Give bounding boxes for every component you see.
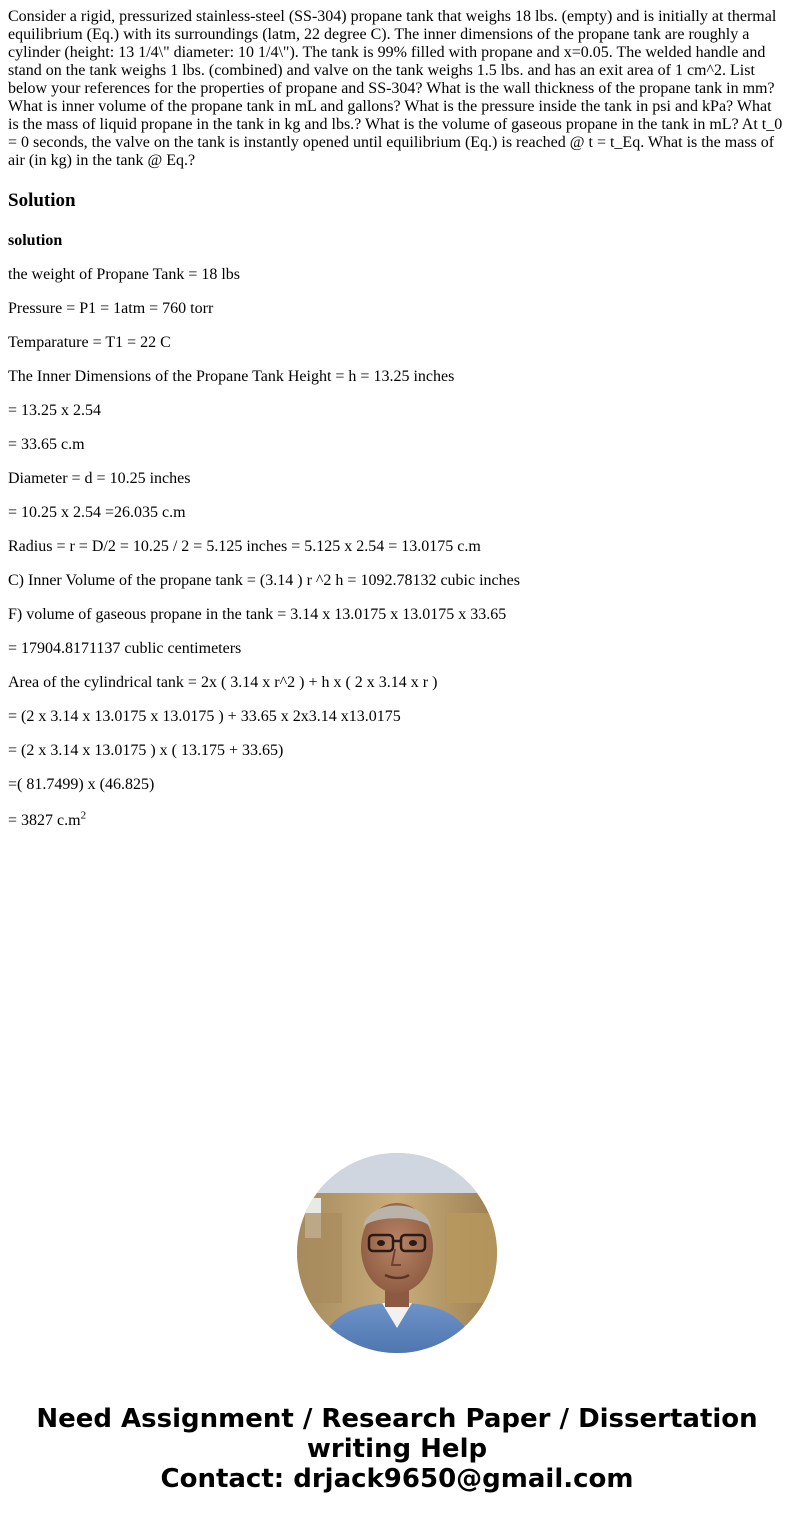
- result-exponent: 2: [80, 809, 87, 822]
- solution-line: the weight of Propane Tank = 18 lbs: [8, 266, 241, 283]
- solution-line: = 10.25 x 2.54 =26.035 c.m: [8, 504, 186, 521]
- solution-line: =( 81.7499) x (46.825): [8, 776, 155, 793]
- promo-line: writing Help: [306, 1434, 488, 1464]
- solution-line: Diameter = d = 10.25 inches: [8, 470, 191, 487]
- solution-line: Area of the cylindrical tank = 2x ( 3.14 x r^2 ) + h x ( 2 x 3.14 x r ): [8, 674, 438, 691]
- solution-line: Radius = r = D/2 = 10.25 / 2 = 5.125 inches = 5.125 x 2.54 = 13.0175 c.m: [8, 538, 481, 555]
- solution-line: F) volume of gaseous propane in the tank = 3.14 x 13.0175 x 13.0175 x 33.65: [8, 606, 507, 623]
- solution-body: [8, 232, 786, 830]
- promo-banner: [0, 1404, 794, 1494]
- solution-label: solution: [8, 232, 63, 249]
- result-text: = 3827 c.m: [8, 812, 81, 829]
- solution-line: C) Inner Volume of the propane tank = (3.14 ) r ^2 h = 1092.78132 cubic inches: [8, 572, 520, 589]
- solution-heading: Solution: [8, 190, 76, 211]
- solution-line: = (2 x 3.14 x 13.0175 ) x ( 13.175 + 33.65): [8, 742, 284, 759]
- solution-line: The Inner Dimensions of the Propane Tank Height = h = 13.25 inches: [8, 368, 455, 385]
- promo-line: Need Assignment / Research Paper / Dissertation: [36, 1404, 758, 1434]
- solution-line: = 17904.8171137 cublic centimeters: [8, 640, 242, 657]
- solution-line: = 13.25 x 2.54: [8, 402, 102, 419]
- contact-email: Contact: drjack9650@gmail.com: [160, 1464, 634, 1494]
- solution-line: Pressure = P1 = 1atm = 760 torr: [8, 300, 214, 317]
- solution-line: = 33.65 c.m: [8, 436, 85, 453]
- question-text: Consider a rigid, pressurized stainless-steel (SS-304) propane tank that weighs 18 lbs. (empty) and is initially at thermal equilibrium (Eq.) with its surroundings (latm, 22 degree C). The inner dimensions of the propane tank are roughly a cylinder (height: 13 1/4\" diameter: 10 1/4\"). The tank is 99% filled with propane and x=0.05. The welded handle and stand on the tank weighs 1 lbs. (combined) and valve on the tank weighs 1.5 lbs. and has an exit area of 1 cm^2. List below your references for the properties of propane and SS-304? What is the wall thickness of the propane tank in mm? What is inner volume of the propane tank in mL and gallons? What is the pressure inside the tank in psi and kPa? What is the mass of liquid propane in the tank in kg and lbs.? What is the volume of gaseous propane in the tank in mL? At t_0 = 0 seconds, the valve on the tank is instantly opened until equilibrium (Eq.) is reached @ t = t_Eq. What is the mass of air (in kg) in the tank @ Eq.?: [8, 8, 783, 169]
- solution-line: = (2 x 3.14 x 13.0175 x 13.0175 ) + 33.65 x 2x3.14 x13.0175: [8, 708, 401, 725]
- solution-line: Temparature = T1 = 22 C: [8, 334, 171, 351]
- solution-result-line: [8, 809, 786, 830]
- author-avatar: [297, 1153, 497, 1353]
